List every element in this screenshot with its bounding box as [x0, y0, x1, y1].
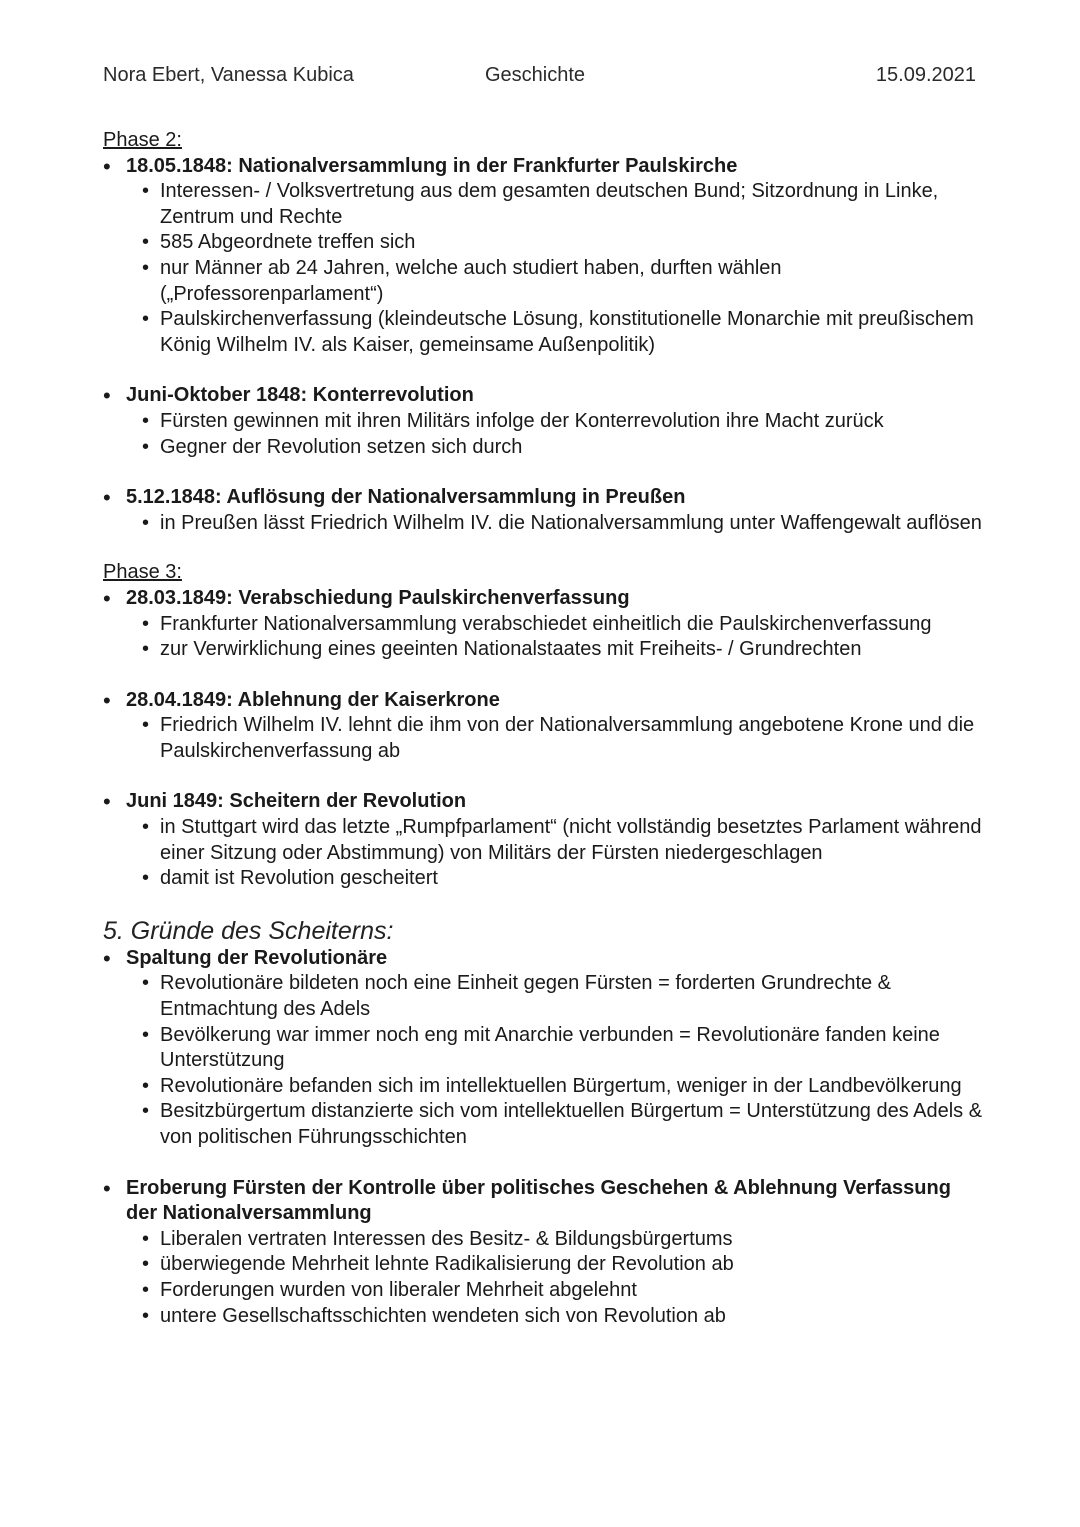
section-spacer — [103, 536, 983, 560]
bullet-icon: • — [103, 945, 111, 971]
bullet-icon: • — [142, 1253, 150, 1276]
block-title: Eroberung Fürsten der Kontrolle über politisches Geschehen & Ablehnung Verfassung der Nationalversammlung — [126, 1176, 951, 1225]
block-title: 28.04.1849: Ablehnung der Kaiserkrone — [126, 688, 500, 711]
bullet-icon: • — [142, 435, 150, 458]
list-item-text: Frankfurter Nationalversammlung verabschiedet einheitlich die Paulskirchenverfassung — [160, 612, 932, 635]
list-item — [126, 866, 983, 892]
sub-list — [126, 815, 983, 892]
bullet-icon: • — [142, 256, 150, 279]
list-item — [126, 409, 983, 435]
bullet-icon: • — [142, 1100, 150, 1123]
block-spacer — [103, 764, 983, 789]
list-item-text: in Stuttgart wird das letzte „Rumpfparlament“ (nicht vollständig besetztes Parlament während einer Sitzung oder Abstimmung) von Militärs der Fürsten niedergeschlagen — [160, 816, 982, 864]
bullet-icon: • — [142, 638, 150, 661]
bullet-icon: • — [103, 485, 111, 511]
bullet-icon: • — [142, 231, 150, 254]
list-item-text: nur Männer ab 24 Jahren, welche auch studiert haben, durften wählen („Professorenparlament“) — [160, 256, 782, 305]
list-item — [126, 179, 983, 230]
sub-list — [126, 971, 983, 1150]
bullet-icon: • — [103, 585, 111, 611]
list-item-text: untere Gesellschaftsschichten wendeten sich von Revolution ab — [160, 1304, 726, 1327]
block-spacer — [103, 358, 983, 383]
block-spacer — [103, 663, 983, 688]
block-title: 28.03.1849: Verabschiedung Paulskirchenverfassung — [126, 586, 630, 609]
list-item — [126, 1252, 983, 1278]
document-body — [103, 128, 983, 1329]
list-item-text: Interessen- / Volksvertretung aus dem gesamten deutschen Bund; Sitzordnung in Linke, Zentrum und Rechte — [160, 180, 939, 228]
list-item-text: Liberalen vertraten Interessen des Besitz- & Bildungsbürgertums — [160, 1227, 733, 1250]
block-title: Juni 1849: Scheitern der Revolution — [126, 790, 467, 813]
list-item-text: Fürsten gewinnen mit ihren Militärs infolge der Konterrevolution ihre Macht zurück — [160, 409, 884, 432]
section-heading: 5. Gründe des Scheiterns: — [103, 916, 394, 945]
block-title: Juni-Oktober 1848: Konterrevolution — [126, 384, 474, 407]
bullet-icon: • — [142, 511, 150, 534]
sub-list — [126, 179, 983, 358]
sub-list — [126, 409, 983, 460]
list-item — [126, 1304, 983, 1330]
list-item — [126, 637, 983, 663]
bullet-icon: • — [142, 1304, 150, 1327]
bullet-icon: • — [142, 816, 150, 839]
bullet-icon: • — [142, 1278, 150, 1301]
header-subject: Geschichte — [485, 64, 586, 86]
list-item-text: Revolutionäre befanden sich im intellektuellen Bürgertum, weniger in der Landbevölkerung — [160, 1074, 962, 1097]
bullet-icon: • — [142, 612, 150, 635]
header-authors: Nora Ebert, Vanessa Kubica — [103, 64, 354, 86]
event-block — [103, 383, 983, 460]
block-title: 18.05.1848: Nationalversammlung in der Frankfurter Paulskirche — [126, 154, 738, 177]
list-item — [126, 971, 983, 1022]
event-block — [103, 789, 983, 891]
sub-list — [126, 511, 983, 537]
list-item-text: Paulskirchenverfassung (kleindeutsche Lösung, konstitutionelle Monarchie mit preußischem König Wilhelm IV. als Kaiser, gemeinsame Außenpolitik) — [160, 308, 974, 356]
header-date: 15.09.2021 — [875, 64, 976, 86]
list-item — [126, 1074, 983, 1100]
bullet-icon: • — [142, 867, 150, 890]
list-item-text: Besitzbürgertum distanzierte sich vom intellektuellen Bürgertum = Unterstützung des Adels & von politischen Führungsschichten — [160, 1100, 983, 1148]
event-block — [103, 586, 983, 663]
bullet-icon: • — [142, 1074, 150, 1097]
list-item — [126, 1099, 983, 1150]
list-item-text: Bevölkerung war immer noch eng mit Anarchie verbunden = Revolutionäre fanden keine Unterstützung — [160, 1023, 940, 1072]
bullet-icon: • — [103, 383, 111, 409]
list-item — [126, 307, 983, 358]
list-item-text: damit ist Revolution gescheitert — [160, 867, 438, 890]
list-item — [126, 256, 983, 307]
list-item-text: zur Verwirklichung eines geeinten Nationalstaates mit Freiheits- / Grundrechten — [160, 638, 862, 661]
bullet-icon: • — [142, 714, 150, 737]
list-item-text: Revolutionäre bildeten noch eine Einheit gegen Fürsten = forderten Grundrechte & Entmachtung des Adels — [160, 972, 892, 1021]
list-item — [126, 435, 983, 461]
list-item — [126, 815, 983, 866]
bullet-icon: • — [103, 789, 111, 815]
list-item-text: 585 Abgeordnete treffen sich — [160, 231, 416, 254]
list-item-text: Gegner der Revolution setzen sich durch — [160, 435, 523, 458]
list-item — [126, 511, 983, 537]
bullet-icon: • — [142, 1023, 150, 1046]
list-item — [126, 1227, 983, 1253]
event-block — [103, 1176, 983, 1330]
bullet-icon: • — [142, 180, 150, 203]
phase-heading: Phase 3: — [103, 561, 182, 584]
list-item-text: in Preußen lässt Friedrich Wilhelm IV. die Nationalversammlung unter Waffengewalt auflösen — [160, 511, 982, 534]
list-item — [126, 1023, 983, 1074]
bullet-icon: • — [142, 1227, 150, 1250]
sub-list — [126, 612, 983, 663]
list-item — [126, 1278, 983, 1304]
list-item — [126, 713, 983, 764]
block-title: 5.12.1848: Auflösung der Nationalversammlung in Preußen — [126, 486, 686, 509]
section-spacer — [103, 892, 983, 916]
list-item-text: Friedrich Wilhelm IV. lehnt die ihm von der Nationalversammlung angebotene Krone und die Paulskirchenverfassung ab — [160, 714, 975, 762]
bullet-icon: • — [142, 972, 150, 995]
phase-heading: Phase 2: — [103, 129, 182, 151]
list-item-text: Forderungen wurden von liberaler Mehrheit abgelehnt — [160, 1278, 637, 1301]
event-block — [103, 946, 983, 1151]
block-spacer — [103, 1151, 983, 1176]
event-block — [103, 688, 983, 765]
bullet-icon: • — [103, 153, 111, 179]
list-item-text: überwiegende Mehrheit lehnte Radikalisierung der Revolution ab — [160, 1253, 734, 1276]
block-title: Spaltung der Revolutionäre — [126, 946, 388, 969]
sub-list — [126, 713, 983, 764]
sub-list — [126, 1227, 983, 1329]
bullet-icon: • — [142, 308, 150, 331]
list-item — [126, 612, 983, 638]
page-header — [103, 64, 976, 92]
event-block — [103, 154, 983, 359]
bullet-icon: • — [103, 687, 111, 713]
list-item — [126, 230, 983, 256]
bullet-icon: • — [142, 409, 150, 432]
block-spacer — [103, 460, 983, 485]
bullet-icon: • — [103, 1175, 111, 1201]
event-block — [103, 485, 983, 536]
